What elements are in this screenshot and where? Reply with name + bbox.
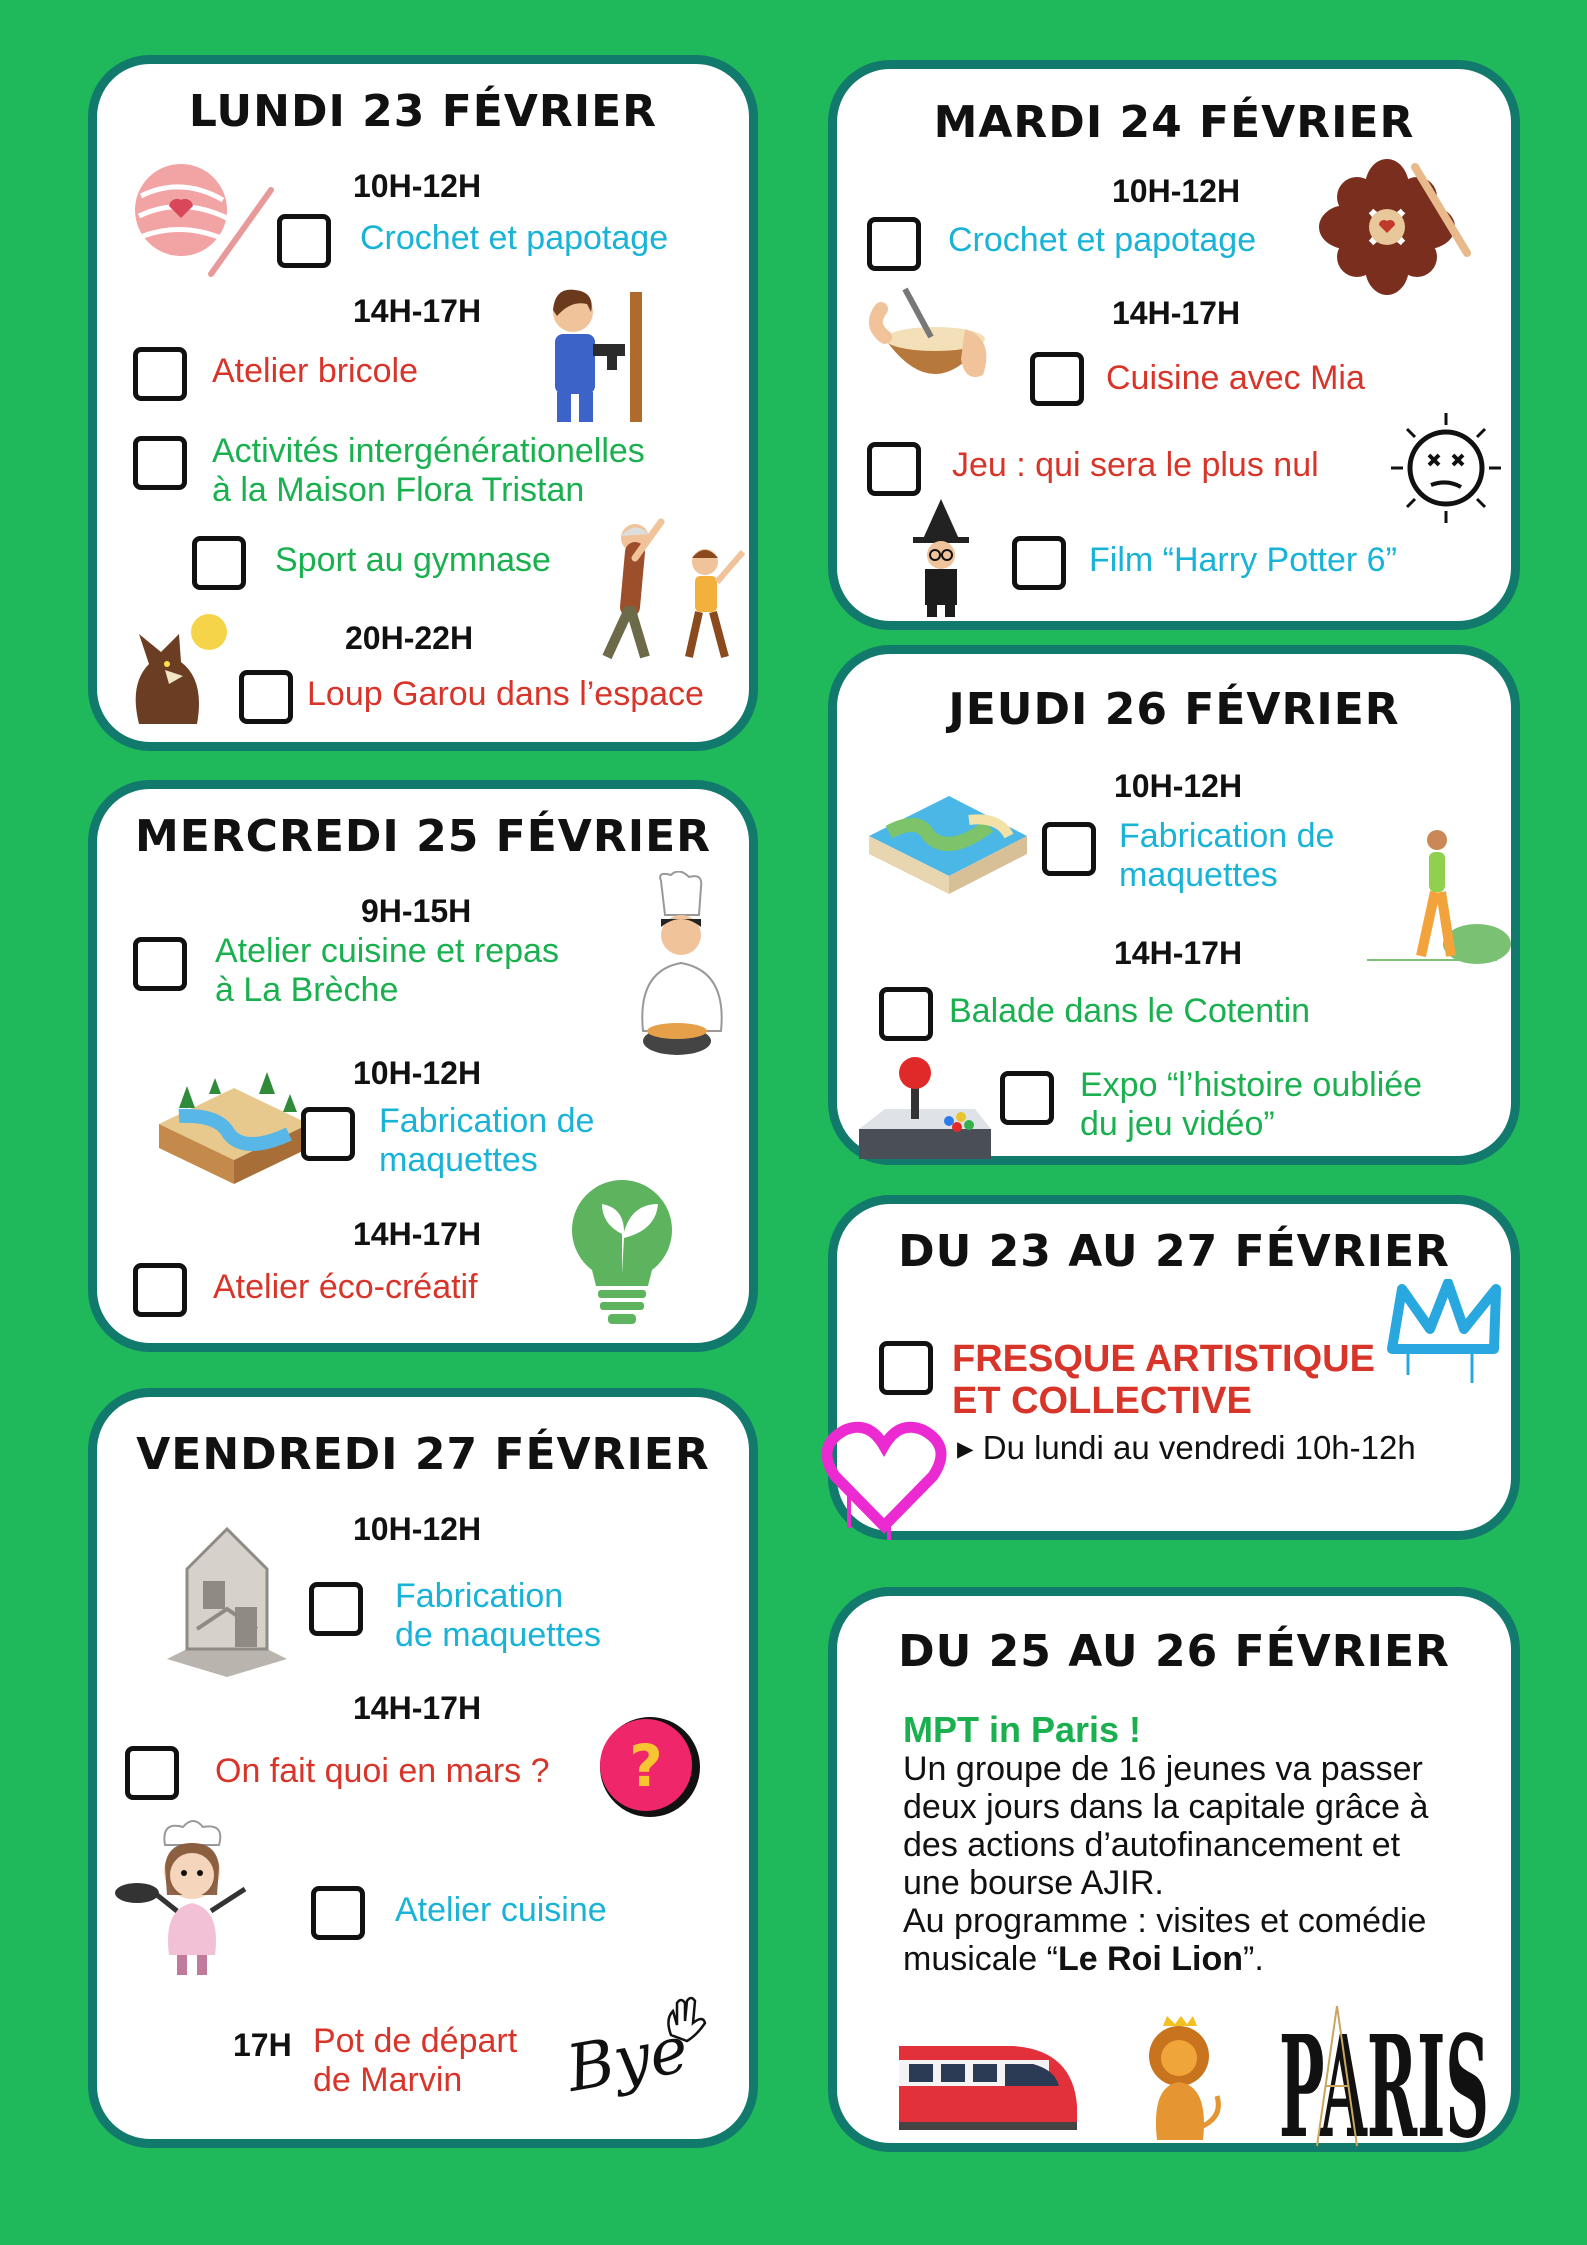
time-slot: 17H (233, 2027, 292, 2063)
checkbox[interactable] (309, 1582, 363, 1636)
mixing-bowl-icon (865, 279, 1005, 399)
time-slot: 10H-12H (353, 168, 482, 204)
activity-jeu: Jeu : qui sera le plus nul (952, 446, 1319, 484)
paris-line (903, 1940, 1428, 1978)
activity-line: à la Maison Flora Tristan (212, 471, 585, 509)
activity-line: Atelier cuisine et repas (215, 932, 559, 970)
time-slot: 14H-17H (353, 1690, 482, 1726)
island-diorama-icon (859, 786, 1034, 906)
card-lundi (88, 55, 758, 751)
paris-line-post: ”. (1243, 1940, 1264, 1978)
paris-heading: MPT in Paris ! (903, 1709, 1142, 1750)
activity-expo (1080, 1066, 1422, 1144)
time-slot: 10H-12H (353, 1511, 482, 1547)
activity-line: à La Brèche (215, 971, 399, 1009)
paris-line: une bourse AJIR. (903, 1864, 1164, 1902)
card-mardi (828, 60, 1520, 630)
activity-line: Fabrication (395, 1577, 564, 1615)
card-title: JEUDI 26 FÉVRIER (948, 684, 1400, 735)
svg-text:?: ? (629, 1732, 663, 1800)
card-title: MERCREDI 25 FÉVRIER (134, 811, 712, 862)
activity-atelier-cuisine: Atelier cuisine (395, 1891, 607, 1929)
activity-line: ET COLLECTIVE (952, 1380, 1252, 1422)
activity-line: Activités intergénérationelles (212, 432, 645, 470)
time-slot: 14H-17H (353, 1216, 482, 1252)
checkbox[interactable] (1000, 1071, 1054, 1125)
walker-icon (1357, 824, 1517, 974)
activity-mars: On fait quoi en mars ? (215, 1752, 550, 1790)
activity-line: de maquettes (395, 1616, 602, 1654)
checkbox[interactable] (239, 670, 293, 724)
card-title: DU 25 AU 26 FÉVRIER (898, 1626, 1450, 1677)
exercise-people-icon (585, 512, 750, 662)
activity-line: Expo “l’histoire oubliée (1080, 1066, 1423, 1104)
checkbox[interactable] (192, 536, 246, 590)
paris-line: Au programme : visites et comédie (903, 1902, 1427, 1940)
activity-balade: Balade dans le Cotentin (949, 992, 1311, 1030)
question-bubble-icon (592, 1712, 712, 1822)
card-fresque (828, 1195, 1520, 1540)
activity-loup-garou: Loup Garou dans l’espace (307, 675, 704, 713)
fresque-note: ▸ Du lundi au vendredi 10h-12h (957, 1429, 1416, 1466)
yarn-crochet-icon (131, 156, 281, 286)
activity-film: Film “Harry Potter 6” (1089, 541, 1397, 579)
activity-crochet: Crochet et papotage (360, 219, 669, 257)
werewolf-icon (109, 604, 239, 734)
activity-line: FRESQUE ARTISTIQUE (952, 1338, 1375, 1380)
activity-maquettes (379, 1102, 594, 1180)
paris-line-pre: musicale “ (903, 1940, 1058, 1978)
paris-line: deux jours dans la capitale grâce à (903, 1788, 1429, 1826)
river-diorama-icon (149, 1064, 319, 1204)
paris-description (903, 1750, 1428, 1978)
card-jeudi (828, 645, 1520, 1165)
checkbox[interactable] (133, 1263, 187, 1317)
checkbox[interactable] (133, 347, 187, 401)
svg-text:PARIS: PARIS (1279, 2006, 1489, 2156)
card-mercredi (88, 780, 758, 1352)
dizzy-face-icon (1387, 409, 1505, 527)
chef-tasting-icon (617, 871, 752, 1071)
activity-sport: Sport au gymnase (275, 541, 551, 579)
activity-crochet: Crochet et papotage (948, 221, 1257, 259)
activity-line: du jeu vidéo” (1080, 1105, 1275, 1143)
time-slot: 14H-17H (1112, 295, 1241, 331)
activity-line: Fabrication de (379, 1102, 595, 1140)
paris-line: des actions d’autofinancement et (903, 1826, 1401, 1864)
card-title: MARDI 24 FÉVRIER (933, 97, 1415, 148)
train-icon (893, 2026, 1083, 2136)
time-slot: 14H-17H (1114, 935, 1243, 971)
card-title: LUNDI 23 FÉVRIER (188, 86, 658, 137)
paris-show-title: Le Roi Lion (1057, 1940, 1244, 1978)
time-slot: 9H-15H (361, 893, 472, 929)
checkbox[interactable] (301, 1107, 355, 1161)
activity-cuisine-mia: Cuisine avec Mia (1106, 359, 1365, 397)
activity-line: maquettes (379, 1141, 538, 1179)
activity-eco-creatif: Atelier éco-créatif (213, 1268, 478, 1306)
activity-cuisine-repas (215, 932, 559, 1010)
time-slot: 10H-12H (1112, 173, 1241, 209)
concrete-house-model-icon (157, 1509, 297, 1679)
activity-maquettes (1119, 817, 1334, 895)
heart-graffiti-icon (819, 1416, 949, 1541)
wizard-icon (903, 499, 979, 619)
checkbox[interactable] (125, 1746, 179, 1800)
bye-script-icon (561, 1997, 717, 2127)
time-slot: 20H-22H (345, 620, 474, 656)
cook-girl-icon (107, 1815, 277, 1985)
checkbox[interactable] (1042, 822, 1096, 876)
card-title: DU 23 AU 27 FÉVRIER (898, 1226, 1450, 1277)
eco-lightbulb-icon (562, 1174, 682, 1334)
paris-eiffel-logo (1277, 1986, 1502, 2156)
paris-line: Un groupe de 16 jeunes va passer (903, 1750, 1423, 1788)
bye-text: Bye (561, 2013, 694, 2107)
activity-line: de Marvin (313, 2061, 463, 2099)
checkbox[interactable] (867, 217, 921, 271)
activity-intergenerational (212, 432, 645, 510)
time-slot: 14H-17H (353, 293, 482, 329)
checkbox[interactable] (133, 937, 187, 991)
time-slot: 10H-12H (353, 1055, 482, 1091)
handyman-drill-icon (535, 282, 655, 427)
activity-bricole: Atelier bricole (212, 352, 418, 390)
activity-line: Fabrication de (1119, 817, 1335, 855)
activity-line: maquettes (1119, 856, 1278, 894)
checkbox[interactable] (133, 436, 187, 490)
checkbox[interactable] (277, 214, 331, 268)
checkbox[interactable] (879, 987, 933, 1041)
checkbox[interactable] (1012, 536, 1066, 590)
checkbox[interactable] (867, 442, 921, 496)
card-title: VENDREDI 27 FÉVRIER (136, 1429, 710, 1480)
activity-maquettes (395, 1577, 601, 1655)
crochet-flower-icon (1317, 157, 1477, 297)
crown-graffiti-icon (1382, 1279, 1512, 1389)
waving-hand-icon (663, 1995, 707, 2045)
activity-line: Pot de départ (313, 2022, 518, 2060)
card-paris (828, 1587, 1520, 2156)
activity-pot-depart (313, 2022, 517, 2100)
checkbox[interactable] (311, 1886, 365, 1940)
activity-fresque (952, 1338, 1375, 1422)
card-vendredi (88, 1388, 758, 2148)
checkbox[interactable] (1030, 352, 1084, 406)
time-slot: 10H-12H (1114, 768, 1243, 804)
lion-king-icon (1127, 2016, 1227, 2146)
checkbox[interactable] (879, 1341, 933, 1395)
arcade-joystick-icon (845, 1049, 995, 1174)
